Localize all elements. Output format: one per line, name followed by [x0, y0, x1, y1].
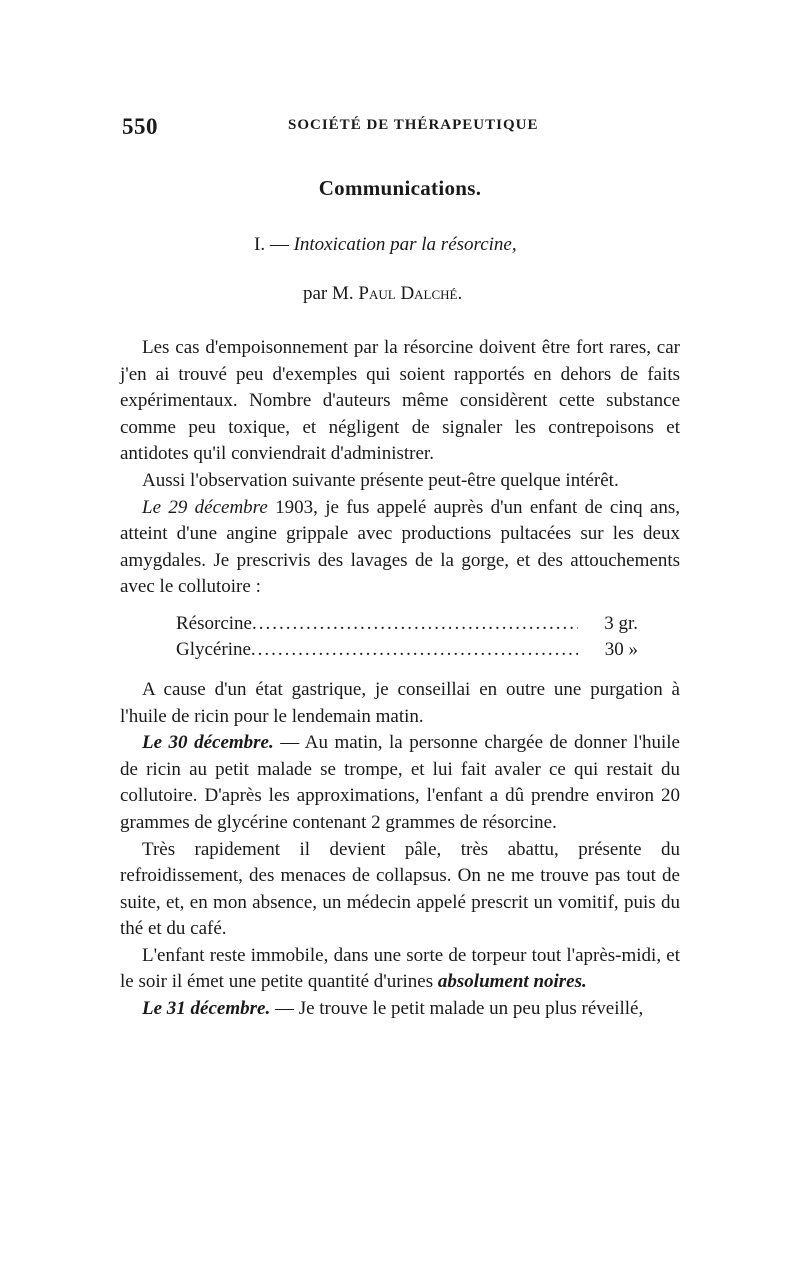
prescription-row [176, 637, 638, 663]
paragraph: A cause d'un état gastrique, je conseillai en outre une purgation à l'huile de ricin pour le lendemain matin. [120, 678, 680, 727]
prescription-table [176, 611, 638, 663]
running-header [122, 114, 682, 144]
prescription-row [176, 611, 638, 637]
ingredient-name: Glycérine [176, 638, 251, 660]
paragraph [120, 730, 680, 836]
page-number: 550 [122, 114, 158, 139]
date-label: Le 31 décembre. [142, 998, 271, 1020]
ingredient-quantity: 3 gr. [604, 612, 638, 634]
leader-dots [251, 637, 578, 663]
running-title: SOCIÉTÉ DE THÉRAPEUTIQUE [288, 117, 539, 133]
paragraph: Très rapidement il devient pâle, très abattu, présente du refroidissement, des menaces de collapsus. On ne me trouve pas tout de suite, et, en mon absence, un médecin appelé prescrit un vomitif, puis du thé et du café. [120, 838, 680, 940]
leader-dots [252, 611, 578, 637]
paragraph [120, 943, 680, 996]
section-title: Communications. [318, 176, 482, 200]
article-title [254, 234, 517, 256]
paragraph [120, 996, 680, 1023]
ingredient-name: Résorcine [176, 612, 252, 634]
date-label: Le 30 décembre. [142, 732, 274, 754]
paragraph-text: L'enfant reste immobile, dans une sorte de torpeur tout l'après-midi, et le soir il émet une petite quantité d'urines [120, 944, 680, 993]
emphasis-text: absolument noires. [437, 971, 587, 993]
byline-prefix: par M. [303, 283, 354, 304]
body-text [120, 335, 680, 1023]
paragraph: Aussi l'observation suivante présente peut-être quelque intérêt. [142, 469, 619, 491]
author-name: Paul Dalché. [358, 283, 463, 304]
byline [303, 283, 462, 305]
paragraph-text: — Au matin, la personne chargée de donner l'huile de ricin au petit malade se trompe, et lui fait avaler ce qui restait du collutoire. D'après les approximations, l'enfant a dû prendre environ 20 grammes de glycérine contenant 2 grammes de résorcine. [120, 732, 680, 833]
article-number: I. — [254, 234, 289, 255]
paragraph [120, 495, 680, 601]
date-label: Le 29 décembre [142, 496, 268, 518]
paragraph-text: — Je trouve le petit malade un peu plus réveillé, [270, 998, 644, 1020]
paragraph: Les cas d'empoisonnement par la résorcine doivent être fort rares, car j'en ai trouvé peu d'exemples qui soient rapportés en dehors de faits expérimentaux. Nombre d'auteurs même considèrent cette substance comme peu toxique, et négligent de signaler les contrepoisons et antidotes qu'il conviendrait d'administrer. [120, 337, 680, 465]
paragraph-text: 1903, je fus appelé auprès d'un enfant de cinq ans, atteint d'une angine grippale avec productions pultacées sur les deux amygdales. Je prescrivis des lavages de la gorge, et des attouchements avec le collutoire : [120, 496, 680, 598]
article-title-text: Intoxication par la résorcine, [293, 234, 517, 255]
ingredient-quantity: 30 » [604, 638, 638, 660]
